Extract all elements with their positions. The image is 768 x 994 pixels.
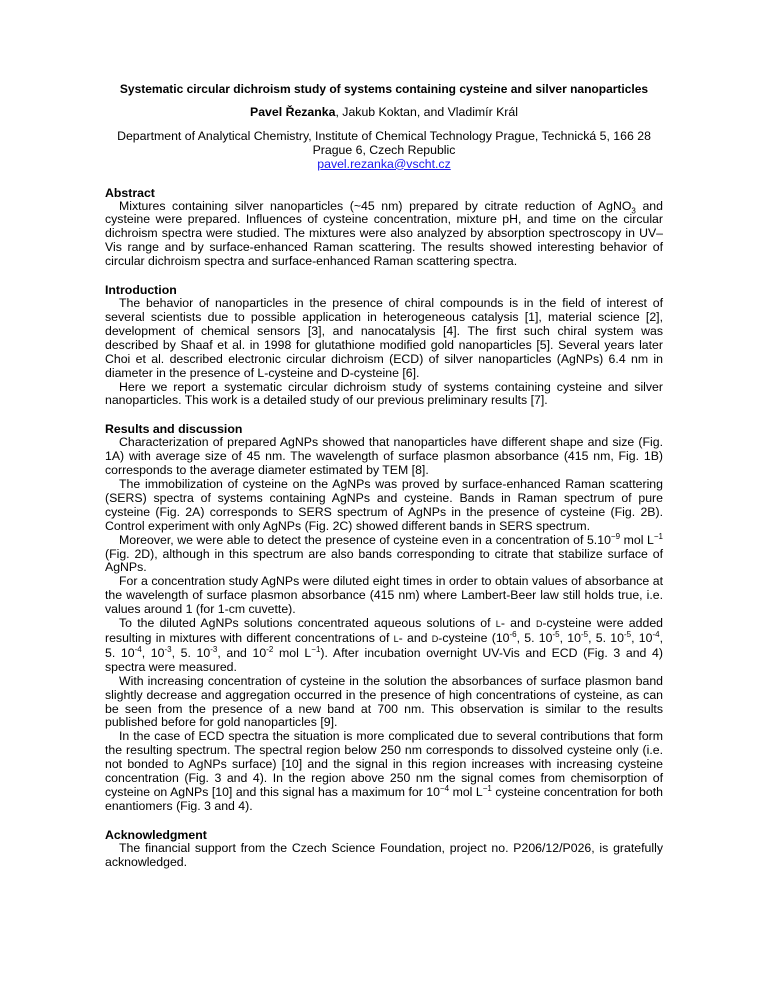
abstract-heading: Abstract (105, 185, 155, 200)
results-paragraph-7: In the case of ECD spectra the situation is more complicated due to several contributions that form the resulting spectrum. The spectral region below 250 nm corresponds to dissolved cysteine only (i.e. not bonded to AgNPs surface) [10] and the signal in this region increases with increasing cysteine concentration (Fig. 3 and 4). In the region above 250 nm the signal comes from chemisorption of cysteine on AgNPs [10] and this signal has a maximum for $10^{-4}$ mol $L^{-1}$ cysteine concentration for both enantiomers (Fig. 3 and 4). (105, 729, 663, 813)
author-list (105, 106, 663, 120)
affiliation (105, 130, 663, 172)
lead-author: Pavel Řezanka (250, 104, 336, 119)
results-paragraph-6: With increasing concentration of cysteine in the solution the absorbances of surface plasmon band slightly decrease and aggregation occurred in the presence of high concentrations of cysteine, as can be seen from the presence of a new band at 700 nm. This observation is similar to the results published before for gold nanoparticles [9]. (105, 673, 663, 730)
acknowledgment-section (105, 828, 663, 870)
introduction-paragraph-2: Here we report a systematic circular dichroism study of systems containing cysteine and silver nanoparticles. This work is a detailed study of our previous preliminary results [7]. (105, 379, 663, 408)
paper-title: Systematic circular dichroism study of systems containing cysteine and silver nanoparticles (119, 82, 649, 96)
results-paragraph-2: The immobilization of cysteine on the AgNPs was proved by surface-enhanced Raman scattering (SERS) spectra of systems containing AgNPs and cysteine. Bands in Raman spectrum of pure cysteine (Fig. 2A) corresponds to SERS spectrum of AgNPs in the presence of cysteine (Fig. 2B). Control experiment with only AgNPs (Fig. 2C) showed different bands in SERS spectrum. (105, 477, 663, 533)
abstract-section (105, 186, 663, 270)
results-paragraph-5: To the diluted AgNPs solutions concentrated aqueous solutions of L- and D-cysteine were added resulting in mixtures with different concentrations of L- and D-cysteine ($10^{-6}$, 5. $10^{-5}$, $10^{-5}$, 5. $10^{-5}$, $10^{-4}$, 5. $10^{-4}$, $10^{-3}$, 5. $10^{-3}$, and $10^{-2}$ mol $L^{-1}$). After incubation overnight UV-Vis and ECD (Fig. 3 and 4) spectra were measured. (105, 616, 664, 674)
affiliation-line-1: Department of Analytical Chemistry, Institute of Chemical Technology Prague, Technická 5, 166 28 (117, 128, 651, 143)
acknowledgment-text: The financial support from the Czech Science Foundation, project no. P206/12/P026, is gratefully acknowledged. (105, 840, 663, 869)
results-heading: Results and discussion (105, 422, 243, 437)
introduction-paragraph-1: The behavior of nanoparticles in the presence of chiral compounds is in the field of interest of several scientists due to possible application in heterogeneous catalysis [1], material science [2], development of chemical sensors [3], and nanocatalysis [4]. The first such chiral system was described by Shaaf et al. in 1998 for glutathione modified gold nanoparticles [5]. Several years later Choi et al. described electronic circular dichroism (ECD) of silver nanoparticles (AgNPs) 6.4 nm in diameter in the presence of L-cysteine and D-cysteine [6]. (105, 296, 663, 380)
introduction-heading: Introduction (105, 283, 177, 298)
email-link[interactable]: pavel.rezanka@vscht.cz (317, 156, 451, 171)
acknowledgment-heading: Acknowledgment (105, 827, 207, 842)
paper-page (105, 83, 663, 884)
results-paragraph-3: Moreover, we were able to detect the presence of cysteine even in a concentration of $5.10^{-9}$ mol $L^{-1}$ (Fig. 2D), although in this spectrum are also bands corresponding to citrate that stabilize surface of AgNPs. (105, 531, 663, 575)
results-paragraph-1: Characterization of prepared AgNPs showed that nanoparticles have different shape and size (Fig. 1A) with average size of 45 nm. The wavelength of surface plasmon absorbance (415 nm, Fig. 1B) corresponds to the average diameter estimated by TEM [8]. (105, 435, 663, 478)
abstract-text: Mixtures containing silver nanoparticles (~45 nm) prepared by citrate reduction of AgNO$_3$ and cysteine were prepared. Influences of cysteine concentration, mixture pH, and time on the circular dichroism spectra were studied. The mixtures were also analyzed by absorption spectroscopy in UV–Vis range and by surface-enhanced Raman scattering. The results showed interesting behavior of circular dichroism spectra and surface-enhanced Raman scattering spectra. (105, 198, 663, 269)
results-paragraph-4: For a concentration study AgNPs were diluted eight times in order to obtain values of absorbance at the wavelength of surface plasmon absorbance (415 nm) where Lambert-Beer law still holds true, i.e. values around 1 (for 1-cm cuvette). (105, 574, 663, 617)
results-section (105, 422, 663, 813)
affiliation-line-2: Prague 6, Czech Republic (312, 142, 456, 157)
co-authors: , Jakub Koktan, and Vladimír Král (335, 104, 518, 119)
introduction-section (105, 283, 663, 408)
